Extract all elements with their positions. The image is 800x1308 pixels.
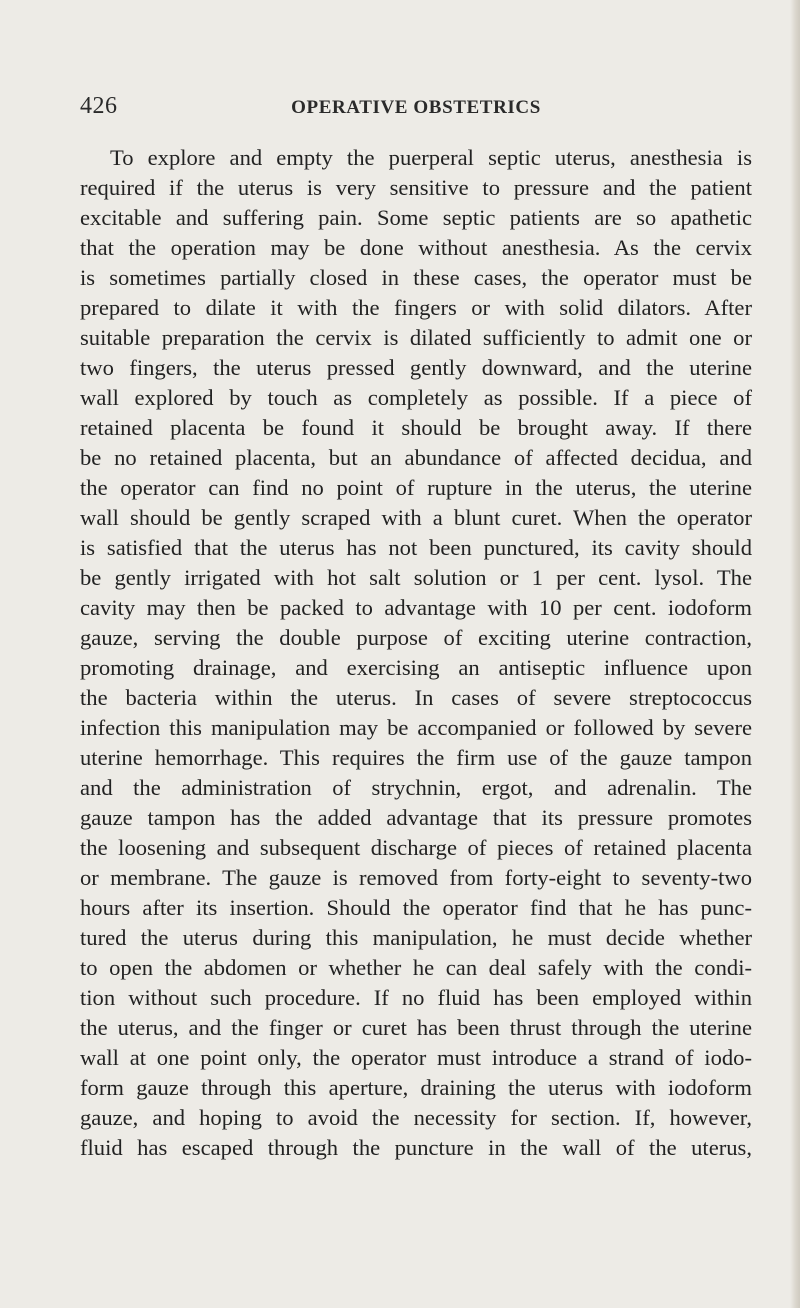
text-line: or membrane. The gauze is removed from forty-eight to seventy-two [80, 865, 752, 890]
text-line: wall should be gently scraped with a blunt curet. When the operator [80, 505, 752, 530]
text-line: gauze tampon has the added advantage that its pressure promotes [80, 805, 752, 830]
body-paragraph [80, 143, 752, 1163]
page-edge-shadow [790, 0, 800, 1308]
page-number: 426 [80, 93, 118, 119]
text-line: to open the abdomen or whether he can deal safely with the condi- [80, 955, 752, 980]
text-line: uterine hemorrhage. This requires the firm use of the gauze tampon [80, 745, 752, 770]
text-line: gauze, and hoping to avoid the necessity for section. If, however, [80, 1105, 752, 1130]
text-line: is sometimes partially closed in these cases, the operator must be [80, 265, 752, 290]
text-line: be gently irrigated with hot salt solution or 1 per cent. lysol. The [80, 565, 752, 590]
text-line: the loosening and subsequent discharge of pieces of retained placenta [80, 835, 752, 860]
text-line: is satisfied that the uterus has not been punctured, its cavity should [80, 535, 752, 560]
text-line: and the administration of strychnin, ergot, and adrenalin. The [80, 775, 752, 800]
text-line: cavity may then be packed to advantage with 10 per cent. iodoform [80, 595, 752, 620]
text-line: suitable preparation the cervix is dilated sufficiently to admit one or [80, 325, 752, 350]
text-line: form gauze through this aperture, draining the uterus with iodoform [80, 1075, 752, 1100]
text-line: fluid has escaped through the puncture in the wall of the uterus, [80, 1135, 752, 1160]
text-line: promoting drainage, and exercising an antiseptic influence upon [80, 655, 752, 680]
text-line: wall at one point only, the operator must introduce a strand of iodo- [80, 1045, 752, 1070]
text-line: that the operation may be done without anesthesia. As the cervix [80, 235, 752, 260]
text-line: the uterus, and the finger or curet has been thrust through the uterine [80, 1015, 752, 1040]
text-line: excitable and suffering pain. Some septic patients are so apathetic [80, 205, 752, 230]
running-head: OPERATIVE OBSTETRICS [291, 97, 541, 118]
text-line: two fingers, the uterus pressed gently downward, and the uterine [80, 355, 752, 380]
text-line: retained placenta be found it should be brought away. If there [80, 415, 752, 440]
page-header [80, 93, 720, 123]
text-line: prepared to dilate it with the fingers or with solid dilators. After [80, 295, 752, 320]
text-line: tured the uterus during this manipulation, he must decide whether [80, 925, 752, 950]
text-line: required if the uterus is very sensitive to pressure and the patient [80, 175, 752, 200]
text-line: the bacteria within the uterus. In cases of severe streptococcus [80, 685, 752, 710]
text-line: infection this manipulation may be accompanied or followed by severe [80, 715, 752, 740]
text-line: tion without such procedure. If no fluid has been employed within [80, 985, 752, 1010]
text-line: wall explored by touch as completely as possible. If a piece of [80, 385, 752, 410]
text-line: gauze, serving the double purpose of exciting uterine contraction, [80, 625, 752, 650]
text-line: the operator can find no point of rupture in the uterus, the uterine [80, 475, 752, 500]
text-line: be no retained placenta, but an abundance of affected decidua, and [80, 445, 752, 470]
text-line: hours after its insertion. Should the operator find that he has punc- [80, 895, 752, 920]
text-line: To explore and empty the puerperal septic uterus, anesthesia is [110, 145, 752, 170]
